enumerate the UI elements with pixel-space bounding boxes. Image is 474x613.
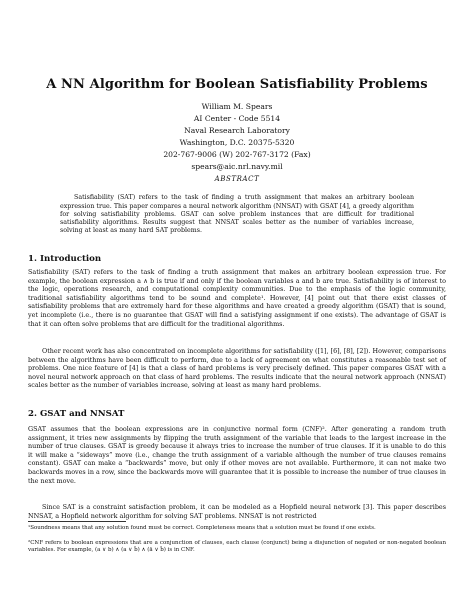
author-phone: 202-767-9006 (W) 202-767-3172 (Fax)	[163, 150, 311, 159]
abstract-heading: ABSTRACT	[214, 175, 260, 183]
paper-title: A NN Algorithm for Boolean Satisfiability Problems	[46, 77, 428, 92]
author-unit: AI Center - Code 5514	[193, 114, 281, 123]
footnote-1: ¹Soundness means that any solution found must be correct. Completeness means that a solution must be found if one exists.	[28, 525, 376, 531]
intro-paragraph-2: Other recent work has also concentrated on incomplete algorithms for satisfiability ([1], [6], [8], [2]). However, comparisons between the algorithms have been difficult to perform, due to a lack of agreement on what constitutes a reasonable test set of problems. One nice feature of [4] is that a class of hard problems is very precisely defined. This paper compares GSAT with a novel neural network approach on that class of hard problems. The results indicate that the neural network approach (NNSAT) scales better as the number of variables increase, solving at least as many hard problems.	[28, 347, 446, 390]
intro-paragraph-1: Satisfiability (SAT) refers to the task of finding a truth assignment that makes an arbitrary boolean expression true. For example, the boolean expression a ∧ b is true if and only if the boolean variables a and b are true. Satisfiability is of interest to the logic, operations research, and computational complexity communities. Due to the emphasis of the logic community, traditional satisfiability algorithms tend to be sound and complete¹. However, [4] point out that there exist classes of satisfiability problems that are extremely hard for these algorithms and have created a greedy algorithm (GSAT) that is sound, yet incomplete (i.e., there is no guarantee that GSAT will find a satisfying assignment if one exists). The advantage of GSAT is that it can often solve problems that are difficult for the traditional algorithms.	[28, 268, 446, 328]
abstract-text: Satisfiability (SAT) refers to the task of finding a truth assignment that makes an arbitrary boolean expression true. This paper compares a neural network algorithm (NNSAT) with GSAT [4], a greedy algorithm for solving satisfiability problems. GSAT can solve problem instances that are difficult for traditional satisfiability algorithms. Results suggest that NNSAT scales better as the number of variables increase, solving at least as many hard SAT problems.	[60, 194, 414, 235]
author-email: spears@aic.nrl.navy.mil	[191, 162, 283, 171]
author-organization: Naval Research Laboratory	[184, 126, 290, 135]
author-block	[60, 101, 414, 173]
author-city: Washington, D.C. 20375-5320	[179, 138, 295, 147]
footnote-2: ²CNF refers to boolean expressions that are a conjunction of clauses, each clause (conjunct) being a disjunction of negated or non-negated boolean variables. For example, (a ∨ b) ∧ (a ∨ b̄) ∧ (ā ∨ b̄) is in CNF.	[28, 540, 446, 554]
section-heading-gsat-nnsat: 2. GSAT and NNSAT	[28, 409, 125, 419]
gsat-paragraph-2: Since SAT is a constraint satisfaction problem, it can be modeled as a Hopfield neural network [3]. This paper describes NNSAT, a Hopfield network algorithm for solving SAT problems. NNSAT is not restricted	[28, 503, 446, 520]
footnote-rule	[28, 521, 126, 522]
author-name: William M. Spears	[201, 102, 273, 111]
gsat-paragraph-1: GSAT assumes that the boolean expressions are in conjunctive normal form (CNF)². After generating a random truth assignment, it tries new assignments by flipping the truth assignment of the variable that leads to the largest increase in the number of true clauses. GSAT is greedy because it always tries to increase the number of true clauses. If it is unable to do this it will make a “sideways” move (i.e., change the truth assignment of a variable although the number of true clauses remains constant). GSAT can make a “backwards” move, but only if other moves are not available. Furthermore, it can not make two backwards moves in a row, since the backwards move will guarantee that it is possible to increase the number of true clauses in the next move.	[28, 425, 446, 485]
section-heading-introduction: 1. Introduction	[28, 254, 102, 264]
